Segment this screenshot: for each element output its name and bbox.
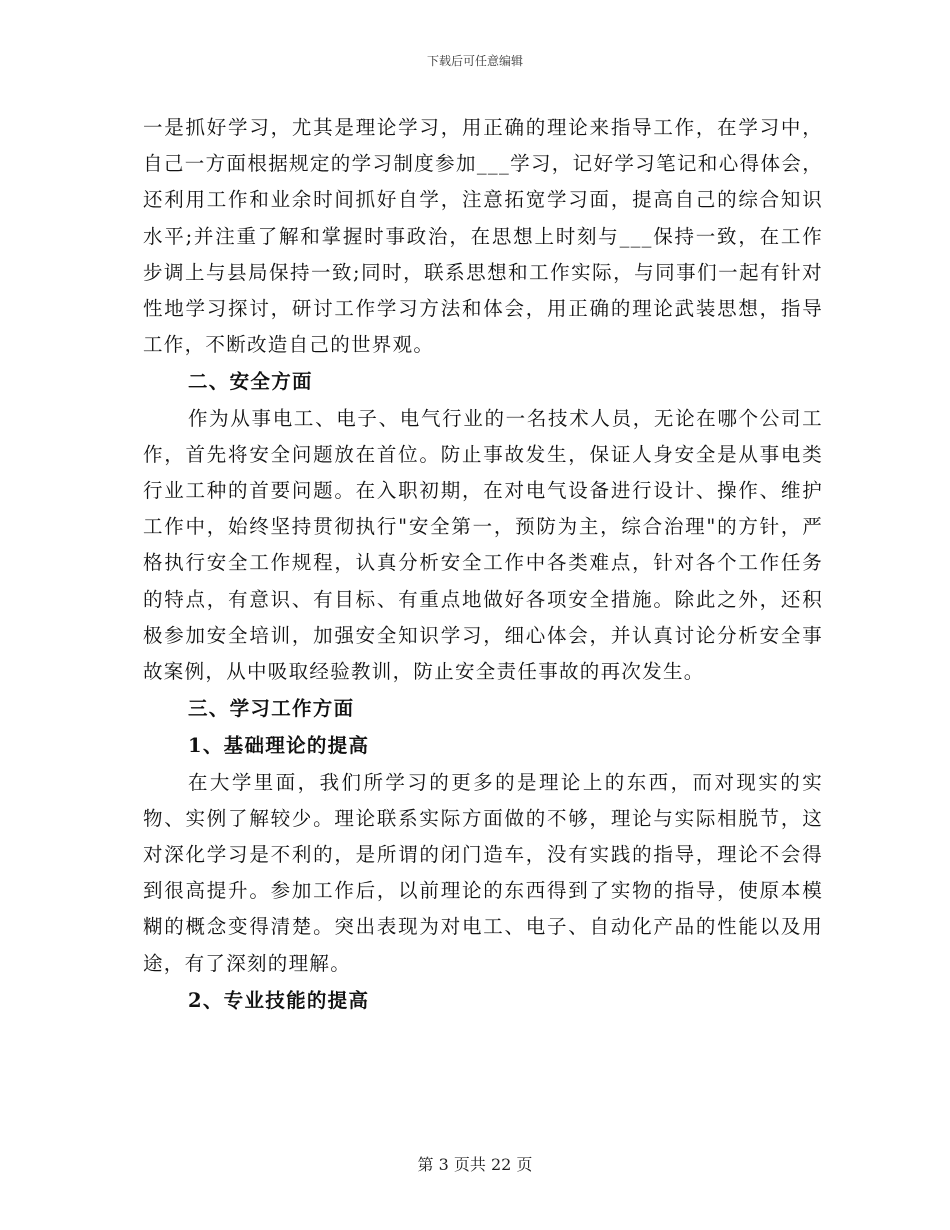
section-heading-safety: 二、安全方面 (188, 370, 313, 394)
subsection-heading-theory: 1、基础理论的提高 (188, 734, 370, 758)
subsection-heading-skills: 2、专业技能的提高 (188, 988, 370, 1012)
page-footer: 第 3 页共 22 页 (417, 1155, 533, 1174)
paragraph-study: 一是抓好学习，尤其是理论学习，用正确的理论来指导工作，在学习中，自己一方面根据规定的学习制度参加___学习，记好学习笔记和心得体会，还利用工作和业余时间抓好自学，注意拓宽学习面，提高自己的综合知识水平;并注重了解和掌握时事政治，在思想上时刻与___保持一致，在工作步调上与县局保持一致;同时，联系思想和工作实际，与同事们一起有针对性地学习探讨，研讨工作学习方法和体会，用正确的理论武装思想，指导工作，不断改造自己的世界观。 (143, 116, 823, 357)
page-header: 下载后可任意编辑 (426, 54, 523, 68)
paragraph-safety: 作为从事电工、电子、电气行业的一名技术人员，无论在哪个公司工作，首先将安全问题放在首位。防止事故发生，保证人身安全是从事电类行业工种的首要问题。在入职初期，在对电气设备进行设计、操作、维护工作中，始终坚持贯彻执行"安全第一，预防为主，综合治理"的方针，严格执行安全工作规程，认真分析安全工作中各类难点，针对各个工作任务的特点，有意识、有目标、有重点地做好各项安全措施。除此之外，还积极参加安全培训，加强安全知识学习，细心体会，并认真讨论分析安全事故案例，从中吸取经验教训，防止安全责任事故的再次发生。 (143, 406, 823, 684)
paragraph-theory: 在大学里面，我们所学习的更多的是理论上的东西，而对现实的实物、实例了解较少。理论联系实际方面做的不够，理论与实际相脱节，这对深化学习是不利的，是所谓的闭门造车，没有实践的指导，理论不会得到很高提升。参加工作后，以前理论的东西得到了实物的指导，使原本模糊的概念变得清楚。突出表现为对电工、电子、自动化产品的性能以及用途，有了深刻的理解。 (143, 770, 823, 975)
section-heading-study-work: 三、学习工作方面 (188, 697, 355, 721)
document-body (143, 110, 823, 1019)
